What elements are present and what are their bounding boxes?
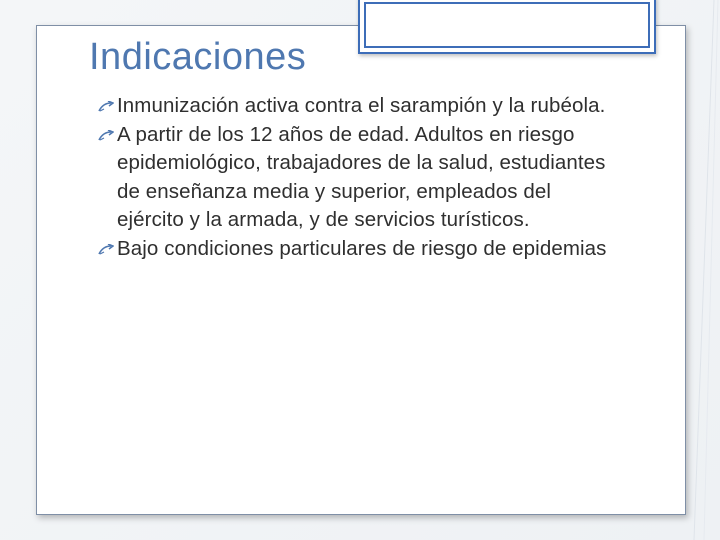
- bullet-item: [98, 121, 608, 235]
- bullet-text: Bajo condiciones particulares de riesgo de epidemias: [117, 236, 607, 260]
- bullet-item: [98, 92, 608, 121]
- accent-box-inner: [364, 2, 650, 48]
- slide-title: Indicaciones: [89, 36, 307, 78]
- bullet-item: [98, 235, 608, 264]
- accent-box: [358, 0, 656, 54]
- bullet-arrow-icon: [98, 101, 114, 112]
- decorative-edge-lines: [684, 0, 720, 540]
- bullet-list: [98, 92, 608, 263]
- bullet-arrow-icon: [98, 244, 114, 255]
- bullet-text: A partir de los 12 años de edad. Adultos en riesgo epidemiológico, trabajadores de la salud, estudiantes de enseñanza media y superior, empleados del ejército y la armada, y de servicios turísticos.: [117, 122, 606, 231]
- bullet-arrow-icon: [98, 130, 114, 141]
- bullet-text: Inmunización activa contra el sarampión y la rubéola.: [117, 94, 606, 117]
